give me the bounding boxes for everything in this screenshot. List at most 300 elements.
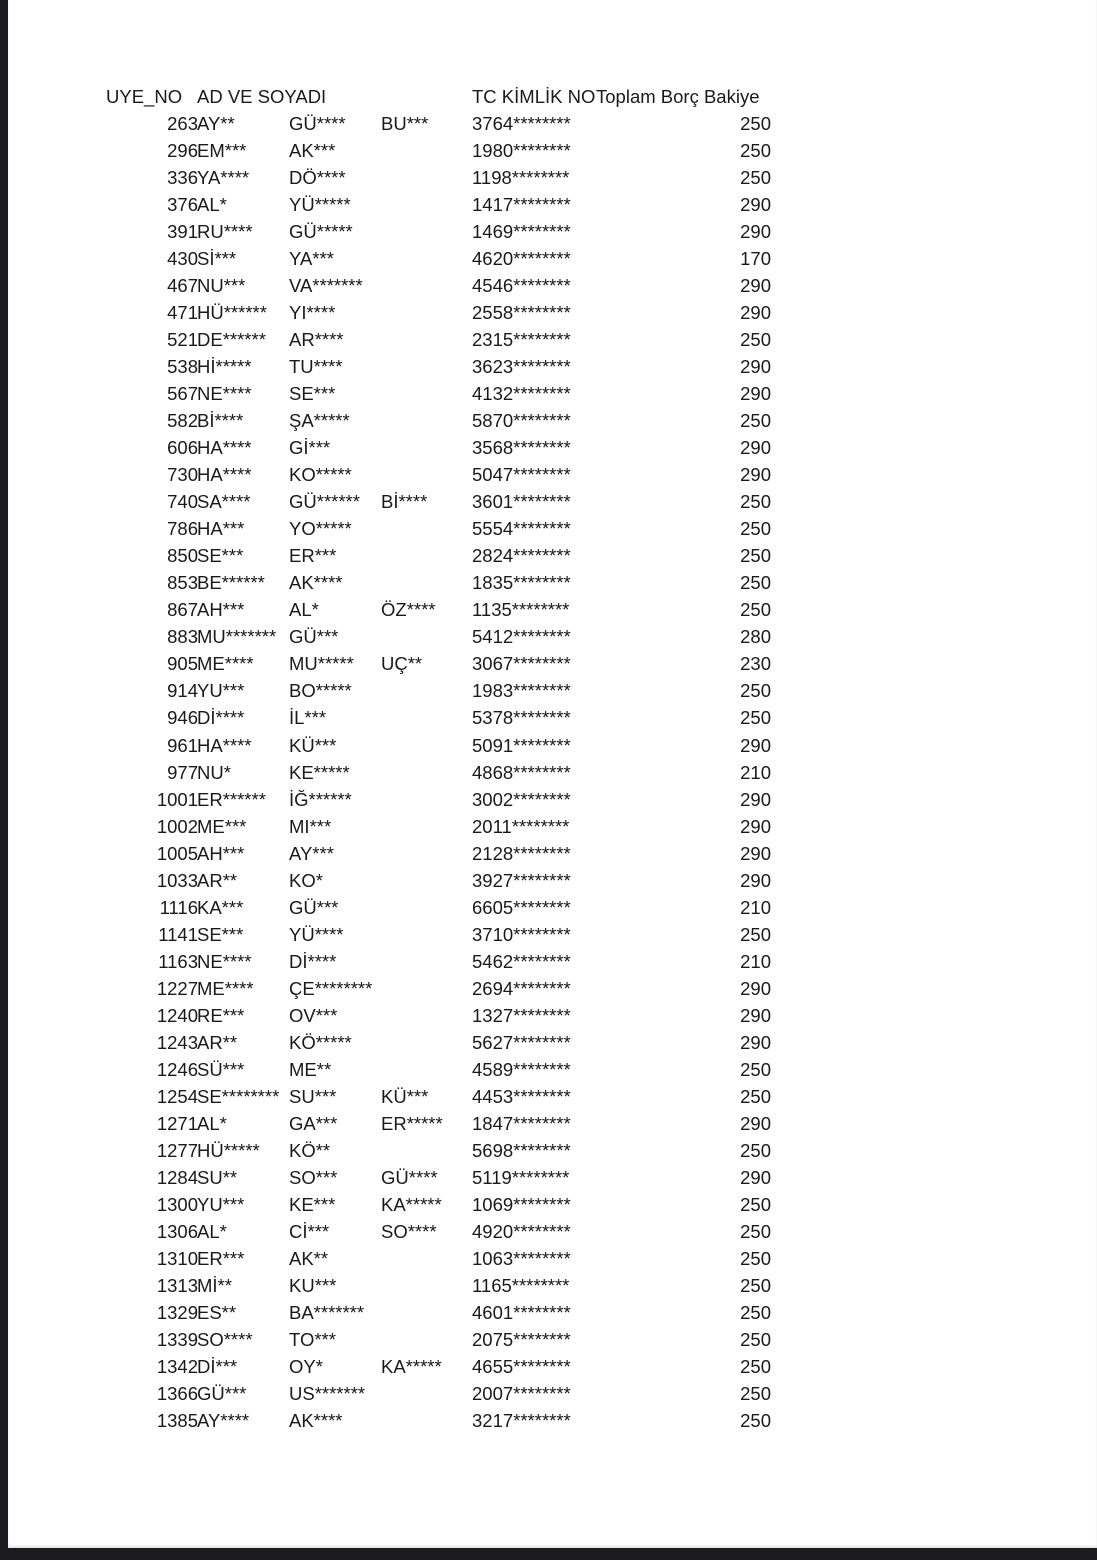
table-row [8, 840, 1097, 867]
cell-uye-no: 538 [167, 356, 198, 378]
cell-tc-kimlik-no: 5047******** [472, 464, 571, 486]
cell-third-name [381, 1245, 473, 1272]
cell-first-name: ES** [197, 1301, 237, 1323]
cell-uye-no: 740 [167, 491, 198, 513]
cell-borc-bakiye: 290 [740, 842, 771, 864]
cell-first-name: NE**** [197, 950, 252, 972]
cell-first-name: NE**** [197, 383, 252, 405]
cell-first-name: RE*** [197, 1004, 245, 1026]
cell-third-name [381, 542, 473, 569]
cell-second-name: Gİ*** [289, 437, 331, 459]
cell-borc-bakiye: 290 [740, 1166, 771, 1188]
table-row [8, 1137, 1097, 1164]
cell-first-name: AH*** [197, 842, 245, 864]
cell-tc-kimlik-no: 5412******** [472, 626, 571, 648]
cell-first-name: ER*** [197, 1247, 245, 1269]
cell-second-name: YA*** [289, 248, 334, 270]
cell-uye-no: 730 [167, 464, 198, 486]
cell-second-name: KO* [289, 869, 323, 891]
cell-third-name [381, 569, 473, 596]
header-toplam-borc-bakiye: Toplam Borç Bakiye [596, 86, 760, 107]
table-row [8, 353, 1097, 380]
cell-third-name [381, 353, 473, 380]
cell-borc-bakiye: 250 [740, 680, 771, 702]
cell-tc-kimlik-no: 2694******** [472, 977, 571, 999]
cell-borc-bakiye: 210 [740, 896, 771, 918]
cell-first-name: AL* [197, 194, 227, 216]
cell-tc-kimlik-no: 4620******** [472, 248, 571, 270]
cell-first-name: Mİ** [197, 1274, 232, 1296]
header-ad-soyadi: AD VE SOYADI [197, 86, 327, 107]
cell-second-name: TU**** [289, 356, 343, 378]
cell-second-name: AR**** [289, 329, 344, 351]
table-row [8, 1191, 1097, 1218]
cell-third-name [381, 1299, 473, 1326]
table-row [8, 488, 1097, 515]
cell-uye-no: 1385 [156, 1410, 198, 1431]
cell-tc-kimlik-no: 5627******** [472, 1031, 571, 1053]
cell-second-name: Cİ*** [289, 1220, 330, 1242]
table-row [8, 704, 1097, 731]
cell-second-name: ER*** [289, 545, 337, 567]
cell-borc-bakiye: 290 [740, 194, 771, 216]
cell-uye-no: 606 [167, 437, 198, 459]
cell-third-name: Bİ**** [381, 491, 428, 513]
cell-tc-kimlik-no: 3067******** [472, 653, 571, 675]
cell-uye-no: 977 [167, 761, 198, 783]
table-row [8, 786, 1097, 813]
cell-tc-kimlik-no: 5554******** [472, 518, 571, 540]
cell-third-name [381, 407, 473, 434]
header-uye-no: UYE_NO [106, 86, 183, 107]
table-row [8, 921, 1097, 948]
cell-tc-kimlik-no: 1469******** [472, 221, 571, 243]
cell-first-name: NU*** [197, 275, 246, 297]
cell-uye-no: 905 [167, 653, 198, 675]
table-row [8, 461, 1097, 488]
cell-borc-bakiye: 290 [740, 815, 771, 837]
cell-second-name: DÖ**** [289, 167, 346, 188]
cell-second-name: ME** [289, 1058, 332, 1080]
cell-first-name: HÜ***** [197, 1139, 260, 1161]
cell-uye-no: 263 [167, 113, 198, 134]
cell-second-name: VA******* [289, 275, 363, 297]
cell-borc-bakiye: 250 [740, 1085, 771, 1107]
cell-first-name: HÜ****** [197, 302, 267, 324]
cell-uye-no: 786 [167, 518, 198, 540]
cell-third-name [381, 867, 473, 894]
table-row [8, 650, 1097, 677]
cell-tc-kimlik-no: 1135******** [472, 599, 570, 621]
cell-first-name: ME**** [197, 653, 254, 675]
cell-borc-bakiye: 230 [740, 653, 771, 675]
cell-third-name [381, 380, 473, 407]
cell-uye-no: 1240 [156, 1004, 198, 1026]
cell-borc-bakiye: 250 [740, 599, 771, 621]
cell-third-name [381, 461, 473, 488]
cell-uye-no: 850 [167, 545, 198, 567]
cell-uye-no: 296 [167, 140, 198, 161]
table-row [8, 596, 1097, 623]
cell-third-name [381, 759, 473, 786]
cell-third-name [381, 677, 473, 704]
cell-borc-bakiye: 250 [740, 1382, 771, 1404]
cell-first-name: SU** [197, 1166, 238, 1188]
cell-second-name: AY*** [289, 842, 334, 864]
cell-first-name: ME*** [197, 815, 247, 837]
cell-tc-kimlik-no: 1835******** [472, 572, 571, 594]
cell-second-name: KO***** [289, 464, 352, 486]
cell-second-name: SE*** [289, 383, 336, 405]
table-row [8, 245, 1097, 272]
cell-first-name: DE****** [197, 329, 266, 351]
table-row [8, 542, 1097, 569]
cell-first-name: AY** [197, 113, 235, 134]
cell-uye-no: 391 [167, 221, 198, 243]
cell-first-name: YU*** [197, 680, 245, 702]
cell-third-name [381, 623, 473, 650]
cell-uye-no: 946 [167, 707, 198, 729]
cell-second-name: KÜ*** [289, 734, 337, 756]
table-row [8, 569, 1097, 596]
cell-uye-no: 1227 [156, 977, 198, 999]
cell-second-name: KE*** [289, 1193, 336, 1215]
cell-third-name: GÜ**** [381, 1166, 438, 1188]
cell-borc-bakiye: 250 [740, 1220, 771, 1242]
cell-uye-no: 1310 [156, 1247, 198, 1269]
table-row [8, 191, 1097, 218]
header-tc-kimlik-no: TC KİMLİK NO [472, 86, 596, 107]
table-row [8, 677, 1097, 704]
cell-tc-kimlik-no: 4655******** [472, 1355, 571, 1377]
cell-uye-no: 1254 [156, 1085, 198, 1107]
cell-second-name: MU***** [289, 653, 354, 675]
document-page [8, 0, 1097, 1548]
cell-borc-bakiye: 170 [740, 248, 771, 270]
table-row [8, 1056, 1097, 1083]
cell-borc-bakiye: 250 [740, 410, 771, 432]
cell-tc-kimlik-no: 6605******** [472, 896, 571, 918]
table-row [8, 732, 1097, 759]
cell-tc-kimlik-no: 4546******** [472, 275, 571, 297]
cell-first-name: MU******* [197, 626, 277, 648]
cell-third-name [381, 191, 473, 218]
cell-second-name: BO***** [289, 680, 352, 702]
cell-first-name: Dİ*** [197, 1355, 238, 1377]
table-row [8, 1029, 1097, 1056]
cell-first-name: AH*** [197, 599, 245, 621]
cell-tc-kimlik-no: 2011******** [472, 815, 570, 837]
cell-borc-bakiye: 250 [740, 1410, 771, 1431]
cell-first-name: ME**** [197, 977, 254, 999]
cell-third-name: KA***** [381, 1193, 442, 1215]
cell-uye-no: 430 [167, 248, 198, 270]
cell-borc-bakiye: 250 [740, 1058, 771, 1080]
table-row [8, 894, 1097, 921]
cell-third-name [381, 704, 473, 731]
cell-second-name: SO*** [289, 1166, 338, 1188]
cell-borc-bakiye: 280 [740, 626, 771, 648]
cell-uye-no: 1163 [158, 950, 198, 972]
cell-second-name: ŞA***** [289, 410, 350, 432]
cell-uye-no: 883 [167, 626, 198, 648]
cell-uye-no: 1246 [156, 1058, 198, 1080]
cell-tc-kimlik-no: 5378******** [472, 707, 571, 729]
table-row [8, 948, 1097, 975]
cell-tc-kimlik-no: 2315******** [472, 329, 571, 351]
cell-first-name: SO**** [197, 1328, 253, 1350]
table-row [8, 1380, 1097, 1407]
cell-uye-no: 867 [167, 599, 198, 621]
cell-uye-no: 1243 [156, 1031, 198, 1053]
cell-uye-no: 1284 [156, 1166, 198, 1188]
cell-third-name [381, 948, 473, 975]
cell-tc-kimlik-no: 4601******** [472, 1301, 571, 1323]
cell-first-name: SÜ*** [197, 1058, 245, 1080]
cell-third-name [381, 272, 473, 299]
cell-third-name: BU*** [381, 113, 429, 134]
cell-second-name: YÜ**** [289, 923, 344, 945]
cell-tc-kimlik-no: 3601******** [472, 491, 571, 513]
cell-tc-kimlik-no: 2824******** [472, 545, 571, 567]
table-row [8, 1326, 1097, 1353]
table-row [8, 1299, 1097, 1326]
cell-tc-kimlik-no: 5462******** [472, 950, 571, 972]
cell-borc-bakiye: 250 [740, 167, 771, 188]
cell-third-name [381, 840, 473, 867]
cell-second-name: AL* [289, 599, 319, 621]
cell-second-name: ÇE******** [289, 977, 373, 999]
cell-borc-bakiye: 250 [740, 518, 771, 540]
cell-third-name [381, 1407, 473, 1434]
table-row [8, 975, 1097, 1002]
table-row [8, 272, 1097, 299]
table-row [8, 1245, 1097, 1272]
cell-first-name: BE****** [197, 572, 265, 594]
cell-borc-bakiye: 290 [740, 869, 771, 891]
cell-third-name [381, 218, 473, 245]
cell-uye-no: 336 [167, 167, 198, 188]
cell-second-name: OY* [289, 1355, 323, 1377]
cell-first-name: HA**** [197, 464, 252, 486]
cell-second-name: SU*** [289, 1085, 337, 1107]
cell-first-name: RU**** [197, 221, 253, 243]
cell-first-name: SA**** [197, 491, 251, 513]
cell-borc-bakiye: 290 [740, 275, 771, 297]
cell-uye-no: 1001 [156, 788, 198, 810]
table-row [8, 1110, 1097, 1137]
cell-first-name: EM*** [197, 140, 247, 161]
cell-uye-no: 1339 [156, 1328, 198, 1350]
cell-tc-kimlik-no: 5119******** [472, 1166, 570, 1188]
table-row [8, 1272, 1097, 1299]
cell-third-name [381, 1137, 473, 1164]
cell-third-name: SO**** [381, 1220, 437, 1242]
table-row [8, 1218, 1097, 1245]
table-row [8, 137, 1097, 164]
cell-borc-bakiye: 250 [740, 329, 771, 351]
cell-third-name [381, 975, 473, 1002]
cell-tc-kimlik-no: 3623******** [472, 356, 571, 378]
cell-second-name: YÜ***** [289, 194, 351, 216]
cell-second-name: İĞ****** [289, 788, 352, 810]
cell-first-name: Hİ***** [197, 356, 252, 378]
cell-uye-no: 914 [167, 680, 198, 702]
cell-second-name: GÜ***** [289, 221, 353, 243]
cell-third-name: KA***** [381, 1355, 442, 1377]
cell-borc-bakiye: 250 [740, 1274, 771, 1296]
cell-uye-no: 1271 [156, 1112, 198, 1134]
cell-uye-no: 853 [167, 572, 198, 594]
cell-borc-bakiye: 250 [740, 140, 771, 161]
table-row [8, 407, 1097, 434]
cell-tc-kimlik-no: 5091******** [472, 734, 571, 756]
cell-first-name: HA*** [197, 518, 245, 540]
cell-second-name: YO***** [289, 518, 352, 540]
cell-tc-kimlik-no: 1165******** [472, 1274, 570, 1296]
cell-first-name: HA**** [197, 437, 252, 459]
cell-borc-bakiye: 290 [740, 1004, 771, 1026]
cell-uye-no: 1005 [156, 842, 198, 864]
cell-borc-bakiye: 290 [740, 1112, 771, 1134]
cell-tc-kimlik-no: 5870******** [472, 410, 571, 432]
table-row [8, 218, 1097, 245]
cell-second-name: KÖ***** [289, 1031, 352, 1053]
table-row [8, 623, 1097, 650]
cell-borc-bakiye: 210 [740, 950, 771, 972]
cell-third-name [381, 164, 473, 191]
cell-second-name: AK** [289, 1247, 329, 1269]
cell-second-name: BA******* [289, 1301, 365, 1323]
cell-tc-kimlik-no: 4589******** [472, 1058, 571, 1080]
cell-second-name: Dİ**** [289, 950, 337, 972]
cell-third-name [381, 786, 473, 813]
cell-tc-kimlik-no: 1980******** [472, 140, 571, 161]
cell-third-name [381, 1272, 473, 1299]
cell-tc-kimlik-no: 4132******** [472, 383, 571, 405]
cell-uye-no: 961 [167, 734, 198, 756]
table-row [8, 813, 1097, 840]
cell-third-name: UÇ** [381, 653, 423, 675]
cell-third-name [381, 299, 473, 326]
cell-tc-kimlik-no: 3002******** [472, 788, 571, 810]
table-row [8, 110, 1097, 137]
cell-tc-kimlik-no: 2075******** [472, 1328, 571, 1350]
cell-tc-kimlik-no: 1847******** [472, 1112, 571, 1134]
cell-third-name [381, 326, 473, 353]
cell-borc-bakiye: 290 [740, 437, 771, 459]
cell-tc-kimlik-no: 3764******** [472, 113, 571, 134]
table-row [8, 1164, 1097, 1191]
cell-first-name: AY**** [197, 1410, 250, 1431]
cell-tc-kimlik-no: 3217******** [472, 1410, 571, 1431]
table-row [8, 164, 1097, 191]
cell-tc-kimlik-no: 3710******** [472, 923, 571, 945]
cell-first-name: YA**** [197, 167, 250, 188]
cell-second-name: İL*** [289, 707, 327, 729]
cell-borc-bakiye: 250 [740, 572, 771, 594]
cell-first-name: AR** [197, 869, 238, 891]
cell-tc-kimlik-no: 3927******** [472, 869, 571, 891]
cell-borc-bakiye: 250 [740, 545, 771, 567]
table-row [8, 1353, 1097, 1380]
cell-first-name: NU* [197, 761, 231, 783]
cell-borc-bakiye: 290 [740, 788, 771, 810]
table-row [8, 867, 1097, 894]
cell-second-name: AK**** [289, 1410, 343, 1431]
cell-uye-no: 467 [167, 275, 198, 297]
cell-uye-no: 1329 [156, 1301, 198, 1323]
cell-second-name: MI*** [289, 815, 332, 837]
table-row [8, 299, 1097, 326]
cell-uye-no: 1306 [156, 1220, 198, 1242]
cell-tc-kimlik-no: 1417******** [472, 194, 571, 216]
cell-tc-kimlik-no: 1069******** [472, 1193, 571, 1215]
cell-second-name: GA*** [289, 1112, 338, 1134]
cell-third-name [381, 1326, 473, 1353]
cell-tc-kimlik-no: 1983******** [472, 680, 571, 702]
cell-third-name [381, 894, 473, 921]
table-row [8, 434, 1097, 461]
cell-first-name: SE*** [197, 545, 244, 567]
cell-third-name: ÖZ**** [381, 599, 436, 621]
cell-tc-kimlik-no: 2558******** [472, 302, 571, 324]
cell-second-name: GÜ****** [289, 491, 360, 513]
cell-tc-kimlik-no: 4453******** [472, 1085, 571, 1107]
cell-tc-kimlik-no: 4868******** [472, 761, 571, 783]
cell-first-name: Sİ*** [197, 248, 237, 270]
cell-uye-no: 582 [167, 410, 198, 432]
cell-borc-bakiye: 250 [740, 1247, 771, 1269]
cell-second-name: AK*** [289, 140, 336, 161]
cell-second-name: KÖ** [289, 1139, 331, 1161]
member-debt-table [8, 0, 1097, 1548]
cell-first-name: YU*** [197, 1193, 245, 1215]
cell-borc-bakiye: 250 [740, 1355, 771, 1377]
cell-second-name: OV*** [289, 1004, 338, 1026]
cell-tc-kimlik-no: 1063******** [472, 1247, 571, 1269]
cell-borc-bakiye: 250 [740, 491, 771, 513]
cell-second-name: GÜ*** [289, 626, 339, 648]
cell-borc-bakiye: 250 [740, 1301, 771, 1323]
cell-first-name: Dİ**** [197, 707, 245, 729]
cell-third-name: ER***** [381, 1112, 443, 1134]
table-row [8, 1002, 1097, 1029]
cell-borc-bakiye: 250 [740, 113, 771, 134]
cell-first-name: SE******** [197, 1085, 280, 1107]
cell-borc-bakiye: 290 [740, 1031, 771, 1053]
cell-uye-no: 1033 [156, 869, 198, 891]
cell-first-name: Bİ**** [197, 410, 244, 432]
cell-second-name: TO*** [289, 1328, 336, 1350]
table-row [8, 326, 1097, 353]
cell-borc-bakiye: 210 [740, 761, 771, 783]
cell-borc-bakiye: 290 [740, 221, 771, 243]
table-row [8, 380, 1097, 407]
cell-second-name: AK**** [289, 572, 343, 594]
cell-borc-bakiye: 290 [740, 356, 771, 378]
cell-tc-kimlik-no: 1327******** [472, 1004, 571, 1026]
cell-uye-no: 376 [167, 194, 198, 216]
cell-borc-bakiye: 290 [740, 302, 771, 324]
cell-tc-kimlik-no: 2128******** [472, 842, 571, 864]
cell-third-name [381, 515, 473, 542]
cell-uye-no: 471 [167, 302, 198, 324]
cell-uye-no: 1002 [156, 815, 198, 837]
cell-second-name: US******* [289, 1382, 366, 1404]
cell-third-name [381, 245, 473, 272]
cell-first-name: GÜ*** [197, 1382, 247, 1404]
